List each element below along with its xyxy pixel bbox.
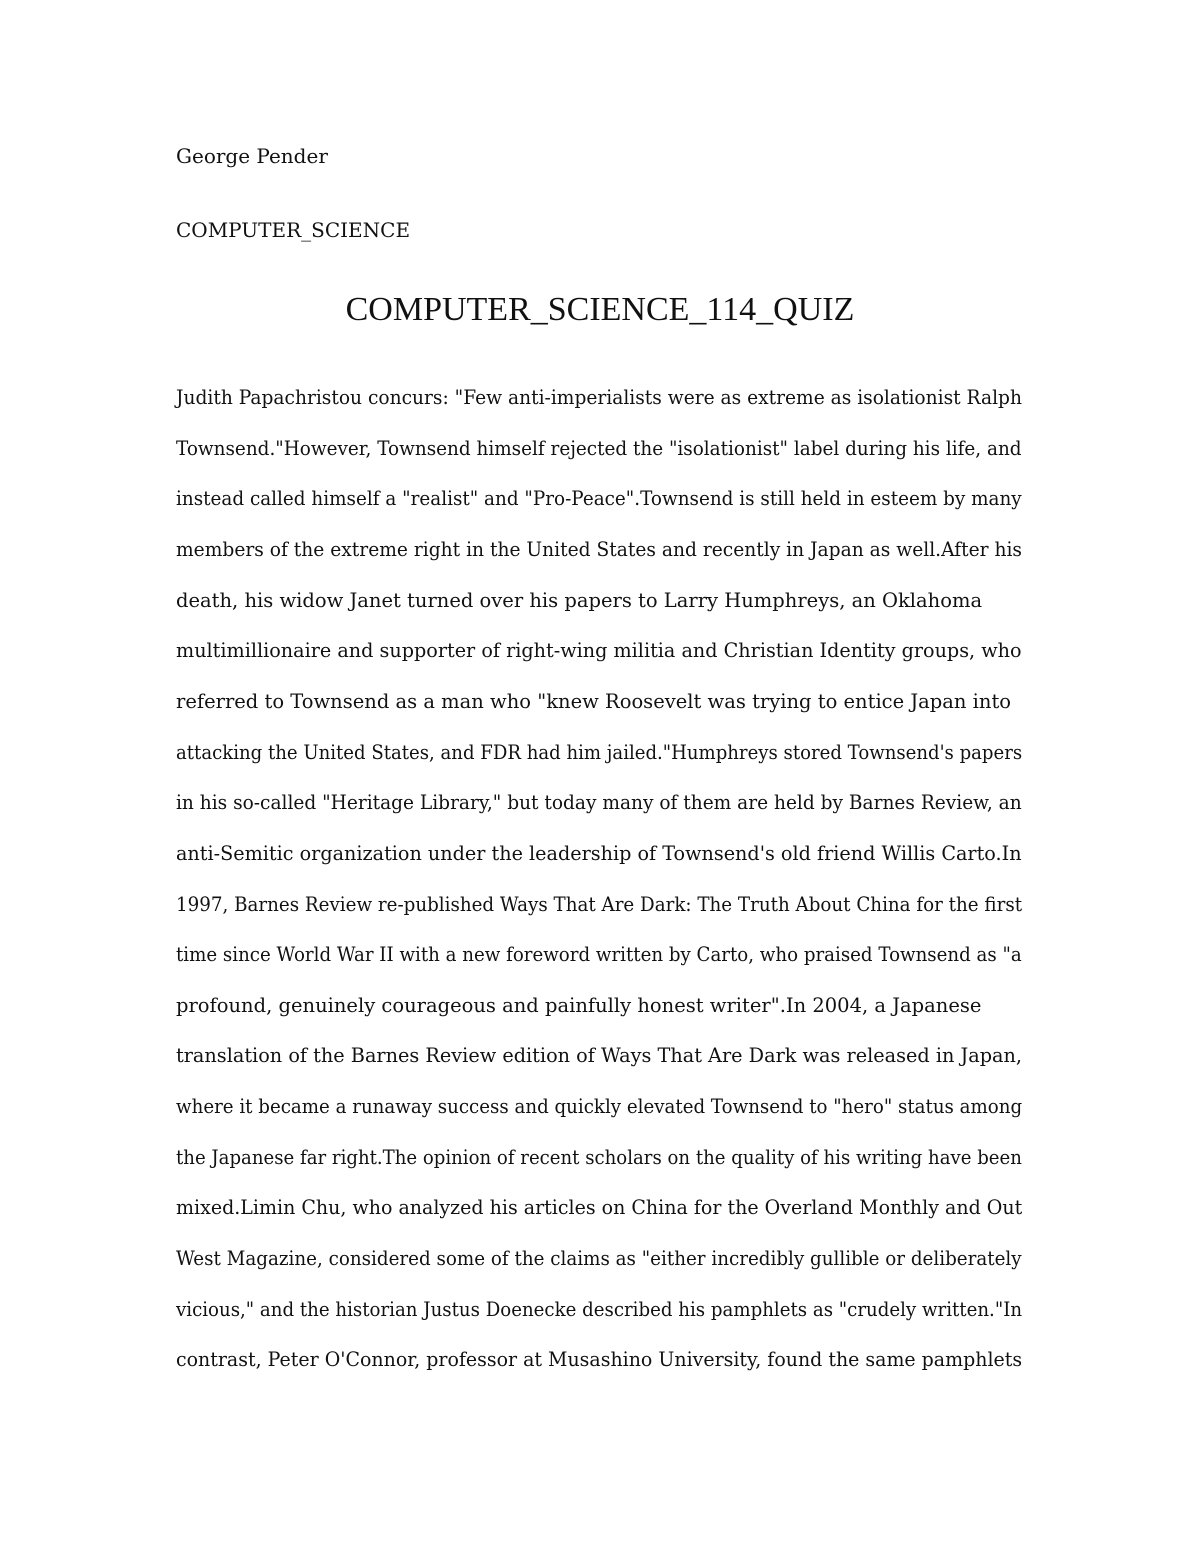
body-line: instead called himself a "realist" and "Pro-Peace".Townsend is still held in esteem by many (176, 487, 1022, 510)
body-line: the Japanese far right.The opinion of recent scholars on the quality of his writing have been (176, 1146, 1022, 1169)
body-line: anti-Semitic organization under the leadership of Townsend's old friend Willis Carto.In (176, 842, 1022, 865)
body-line: time since World War II with a new foreword written by Carto, who praised Townsend as "a (176, 943, 1022, 966)
body-line: profound, genuinely courageous and painfully honest writer".In 2004, a Japanese (176, 994, 982, 1017)
course-name: COMPUTER_SCIENCE (176, 218, 411, 242)
body-line: translation of the Barnes Review edition of Ways That Are Dark was released in Japan, (176, 1044, 1023, 1067)
body-line: 1997, Barnes Review re-published Ways That Are Dark: The Truth About China for the first (176, 893, 1023, 916)
body-line: West Magazine, considered some of the claims as "either incredibly gullible or deliberately (176, 1247, 1022, 1270)
body-line: contrast, Peter O'Connor, professor at Musashino University, found the same pamphlets (176, 1348, 1023, 1371)
body-line: mixed.Limin Chu, who analyzed his articles on China for the Overland Monthly and Out (176, 1196, 1023, 1219)
body-line: vicious," and the historian Justus Doenecke described his pamphlets as "crudely written."In (176, 1298, 1023, 1321)
body-line: multimillionaire and supporter of right-wing militia and Christian Identity groups, who (176, 639, 1022, 662)
body-line: death, his widow Janet turned over his papers to Larry Humphreys, an Oklahoma (176, 589, 983, 612)
body-line: referred to Townsend as a man who "knew Roosevelt was trying to entice Japan into (176, 690, 1012, 713)
body-line: attacking the United States, and FDR had him jailed."Humphreys stored Townsend's papers (176, 741, 1023, 764)
author-name: George Pender (176, 144, 328, 168)
body-line: where it became a runaway success and quickly elevated Townsend to "hero" status among (176, 1095, 1023, 1118)
body-line: Judith Papachristou concurs: "Few anti-imperialists were as extreme as isolationist Ralph (176, 386, 1022, 409)
body-line: in his so-called "Heritage Library," but today many of them are held by Barnes Review, an (176, 791, 1022, 814)
document-title: COMPUTER_SCIENCE_114_QUIZ (345, 291, 855, 328)
body-line: Townsend."However, Townsend himself rejected the "isolationist" label during his life, and (176, 437, 1022, 460)
body-line: members of the extreme right in the United States and recently in Japan as well.After his (176, 538, 1023, 561)
